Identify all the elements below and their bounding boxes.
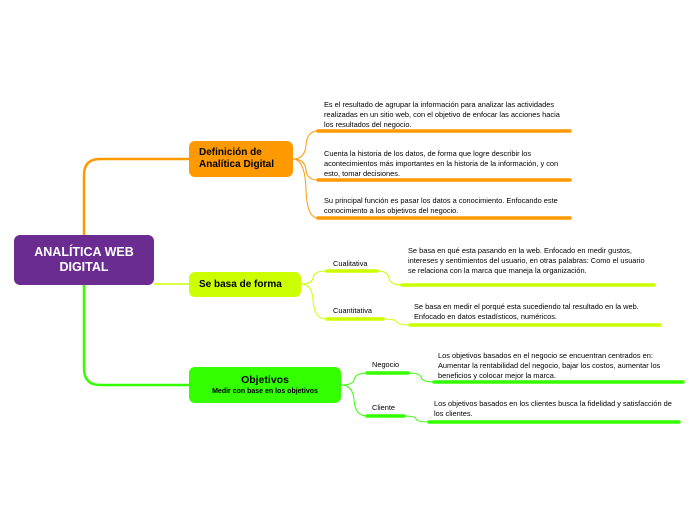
root-node[interactable] (14, 235, 154, 285)
branch-node-definicion[interactable] (189, 141, 293, 177)
leaf-text: Es el resultado de agrupar la información para analizar las actividades realizadas en un sitio web, con el objetivo de enfocar las acciones hacia los resultados del negocio. (324, 100, 560, 129)
sub-node-label[interactable]: Cuantitativa (333, 306, 373, 315)
sub-node-label[interactable]: Negocio (372, 360, 400, 369)
leaf-text: Los objetivos basados en los clientes busca la fidelidad y satisfacción de los clientes. (434, 399, 672, 418)
branch-node-se-basa[interactable] (189, 272, 301, 297)
leaf-text: Los objetivos basados en el negocio se encuentran centrados en: Aumentar la rentabilidad del negocio, bajar los costos, aumentar los beneficios y colocar mejor la marca. (438, 351, 661, 380)
sub-node-label[interactable]: Cliente (372, 403, 396, 412)
branch-title: Objetivos (241, 373, 289, 386)
branch-subtitle: Medir con base en los objetivos (212, 387, 318, 395)
branch-node-objetivos[interactable] (189, 367, 341, 403)
root-title: ANALÍTICA WEB DIGITAL (34, 245, 134, 274)
leaf-text: Se basa en qué esta pasando en la web. Enfocado en medir gustos, intereses y sentimientos del usuario, en otras palabras: Como el usuario se relaciona con la marca que maneja la organización. (408, 246, 645, 275)
leaf-text: Su principal función es pasar los datos a conocimiento. Enfocando este conocimiento a los objetivos del negocio. (324, 196, 558, 215)
sub-node-label[interactable]: Cualitativa (333, 259, 368, 268)
branch-title: Definición de Analítica Digital (199, 147, 275, 170)
branch-title: Se basa de forma (199, 279, 282, 290)
leaf-text: Se basa en medir el porqué esta sucediendo tal resultado en la web. Enfocado en datos estadísticos, numéricos. (414, 302, 639, 321)
leaf-text: Cuenta la historia de los datos, de forma que logre describir los acontecimientos más importantes en la historia de la información, y con esto, tomar decisiones. (324, 149, 559, 178)
